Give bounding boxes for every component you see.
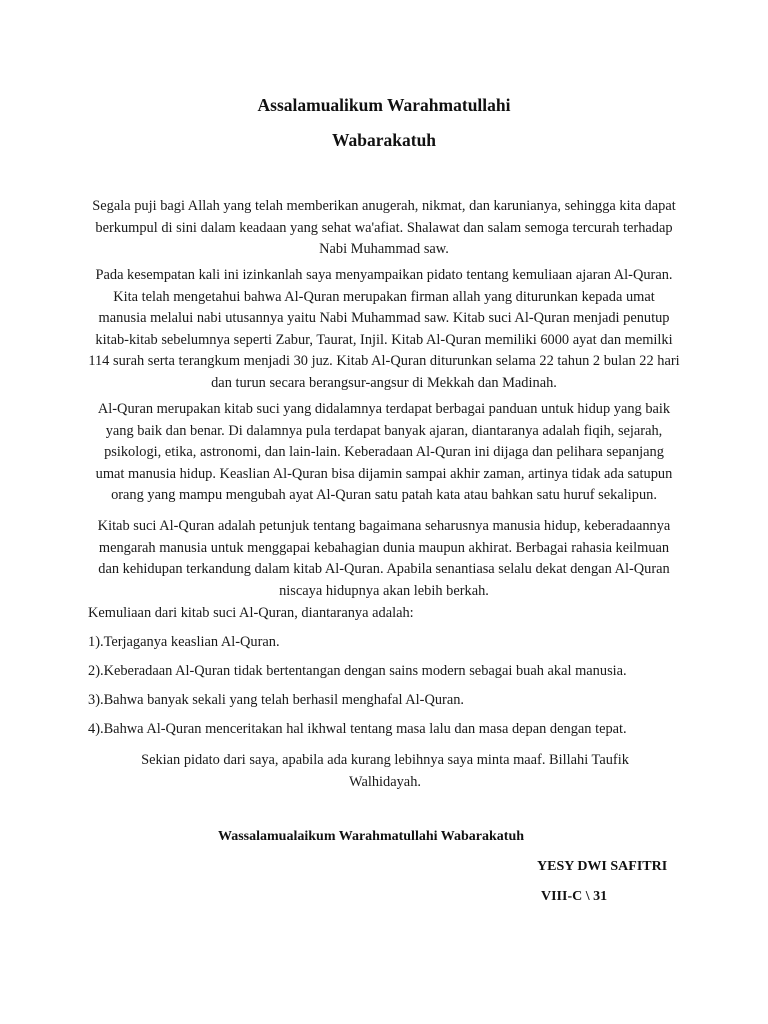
list-intro: Kemuliaan dari kitab suci Al-Quran, diantaranya adalah: (88, 605, 414, 621)
title-line-1: Assalamualikum Warahmatullahi (257, 95, 511, 115)
list-item: 2).Keberadaan Al-Quran tidak bertentangan dengan sains modern sebagai buah akal manusia. (88, 663, 627, 679)
list-item: 1).Terjaganya keaslian Al-Quran. (88, 634, 280, 650)
closing-paragraph: Sekian pidato dari saya, apabila ada kurang lebihnya saya minta maaf. Billahi Taufik Walhidayah. (141, 752, 629, 790)
title-line-2: Wabarakatuh (331, 130, 437, 150)
list-item: 3).Bahwa banyak sekali yang telah berhasil menghafal Al-Quran. (88, 692, 465, 708)
paragraph-introduction: Pada kesempatan kali ini izinkanlah saya menyampaikan pidato tentang kemuliaan ajaran Al-Quran. Kita telah mengetahui bahwa Al-Quran merupakan firman allah yang diturunkan kepada umat manusia melalui nabi utusannya yaitu Nabi Muhammad saw. Kitab suci Al-Quran menjadi penutup kitab-kitab sebelumnya seperti Zabur, Taurat, Injil. Kitab Al-Quran memiliki 6000 ayat dan memilki 114 surah serta terangkum menjadi 30 juz. Kitab Al-Quran diturunkan selama 22 tahun 2 bulan 22 hari dan turun secara berangsur-angsur di Mekkah dan Madinah. (88, 267, 680, 391)
author-class: VIII-C \ 31 (541, 889, 608, 904)
closing-greeting: Wassalamualaikum Warahmatullahi Wabarakatuh (218, 829, 525, 844)
list-item: 4).Bahwa Al-Quran menceritakan hal ikhwal tentang masa lalu dan masa depan dengan tepat. (88, 721, 627, 737)
author-name: YESY DWI SAFITRI (537, 859, 668, 874)
paragraph-guidance: Al-Quran merupakan kitab suci yang didalamnya terdapat berbagai panduan untuk hidup yang baik yang baik dan benar. Di dalamnya pula terdapat banyak ajaran, diantaranya adalah fiqih, sejarah, psikologi, etika, astronomi, dan lain-lain. Keberadaan Al-Quran ini dijaga dan pelihara sepanjang umat manusia hidup. Keaslian Al-Quran bisa dijamin sampai akhir zaman, artinya tidak ada satupun orang yang mampu mengubah ayat Al-Quran satu patah kata atau bahkan satu huruf sekalipun. (95, 401, 673, 503)
paragraph-opening: Segala puji bagi Allah yang telah memberikan anugerah, nikmat, dan karunianya, sehingga kita dapat berkumpul di sini dalam keadaan yang sehat wa'afiat. Shalawat dan salam semoga tercurah terhadap Nabi Muhammad saw. (92, 198, 676, 257)
paragraph-purpose: Kitab suci Al-Quran adalah petunjuk tentang bagaimana seharusnya manusia hidup, keberadaannya mengarah manusia untuk menggapai kebahagian dunia maupun akhirat. Berbagai rahasia keilmuan dan kehidupan terkandung dalam kitab Al-Quran. Apabila senantiasa selalu dekat dengan Al-Quran niscaya hidupnya akan lebih berkah. (97, 518, 671, 599)
